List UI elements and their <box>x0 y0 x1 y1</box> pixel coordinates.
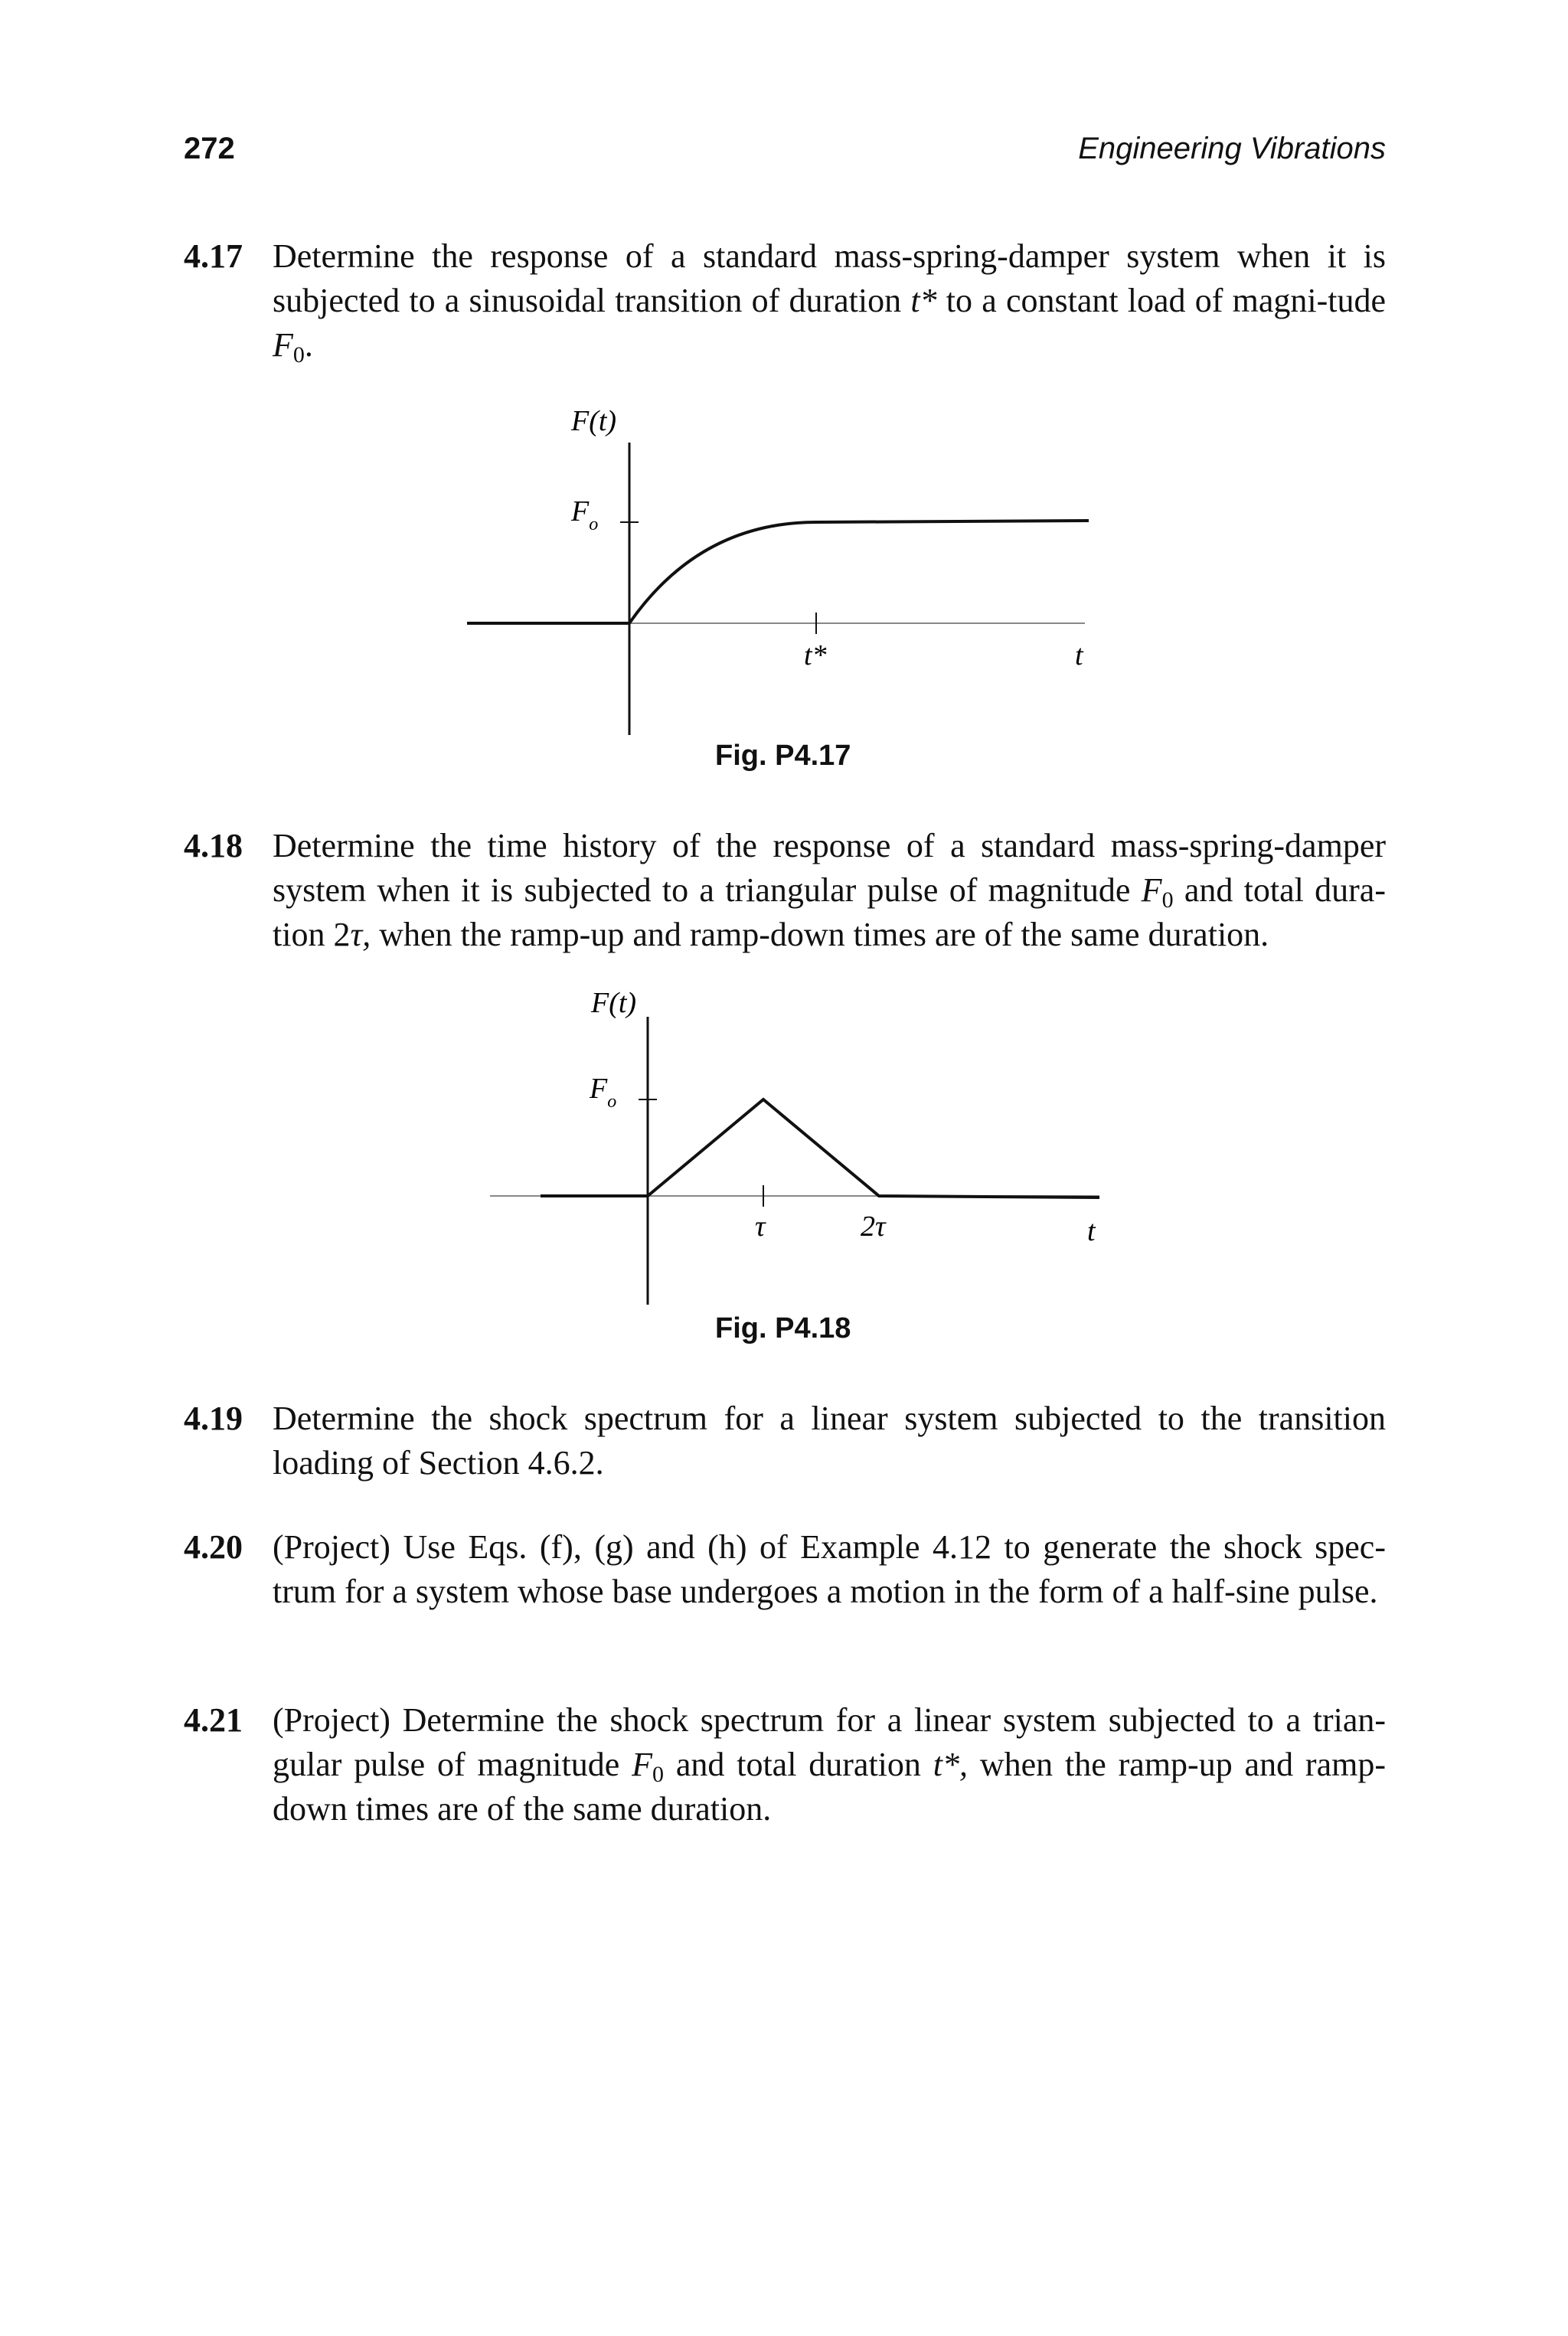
page-number: 272 <box>184 132 235 165</box>
two-tau-label: 2τ <box>861 1210 886 1243</box>
level-label: $F_o$ <box>590 1073 617 1112</box>
load-curve <box>467 521 1089 623</box>
figure-p4-17-diagram <box>459 406 1118 758</box>
x-axis-label: t <box>1075 639 1083 671</box>
triangular-pulse <box>541 1099 1099 1197</box>
figure-p4-17 <box>459 406 1118 758</box>
figure-caption: Fig. P4.18 <box>715 1312 851 1344</box>
problem-text: (Project) Determine the shock spectrum for a linear system subjected to a trian-gular pulse of magnitude $F_0$ and total duration t*, when the ramp-up and ramp-down times are of the same duration. <box>273 1701 1386 1828</box>
running-header-title: Engineering Vibrations <box>1078 132 1386 165</box>
x-axis-label: t <box>1087 1215 1096 1247</box>
figure-p4-18 <box>482 983 1125 1320</box>
problem-4-17 <box>184 234 1386 372</box>
y-axis-label: F(t) <box>591 987 637 1019</box>
problem-4-20 <box>184 1525 1386 1663</box>
figure-p4-18-diagram <box>482 983 1125 1320</box>
problem-4-21 <box>184 1698 1386 1836</box>
problem-text: Determine the time history of the response of a standard mass-spring-damper system when it is subjected to a triangular pulse of magnitude $F_0$ and total dura-tion 2τ, when the ramp-up and ramp-down times are of the same duration. <box>273 827 1386 953</box>
tau-label: τ <box>755 1210 766 1243</box>
problem-text: Determine the shock spectrum for a linear system subjected to the transition loading of Section 4.6.2. <box>273 1400 1386 1482</box>
problem-number: 4.18 <box>184 827 243 864</box>
figure-caption: Fig. P4.17 <box>715 740 851 772</box>
level-label: $F_o$ <box>571 495 599 534</box>
problem-4-19 <box>184 1397 1386 1488</box>
problem-text: Determine the response of a standard mass-spring-damper system when it is subjected to a sinusoidal transition of duration t* to a constant load of magni-tude $F_0$. <box>273 237 1386 368</box>
problem-number: 4.19 <box>184 1400 243 1437</box>
y-axis-label: F(t) <box>571 406 617 437</box>
problem-text: (Project) Use Eqs. (f), (g) and (h) of Example 4.12 to generate the shock spec-trum for a system whose base undergoes a motion in the form of a half-sine pulse. <box>273 1528 1386 1610</box>
problem-number: 4.20 <box>184 1528 243 1566</box>
problem-number: 4.17 <box>184 237 243 275</box>
problem-number: 4.21 <box>184 1701 243 1739</box>
tick-label: t* <box>804 639 827 671</box>
problem-4-18 <box>184 824 1386 962</box>
